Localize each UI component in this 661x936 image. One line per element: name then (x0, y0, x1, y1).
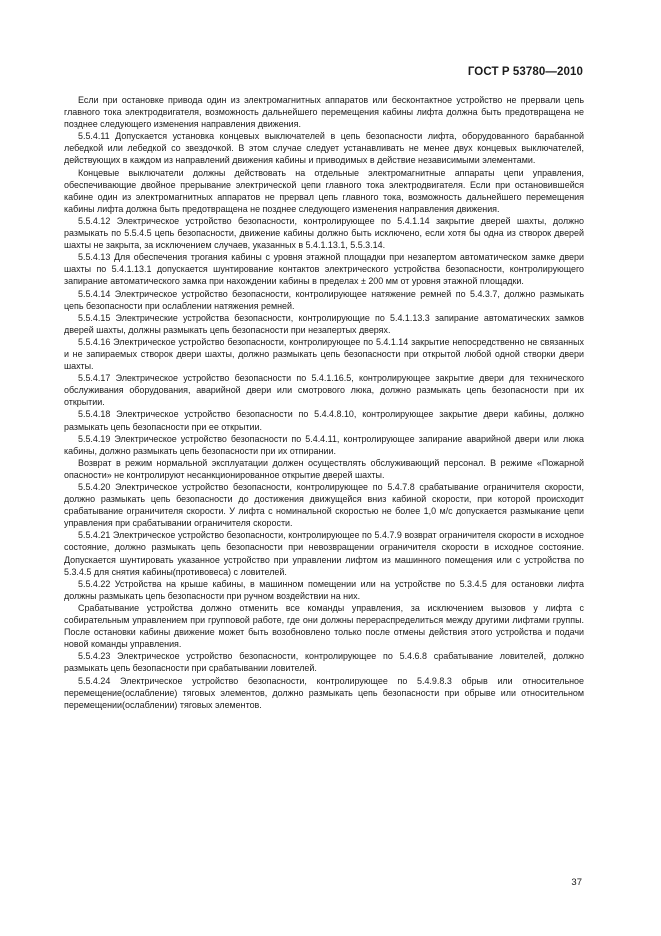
paragraph: 5.5.4.23 Электрическое устройство безопасности, контролирующее по 5.4.6.8 срабатывание ловителей, должно размыкать цепь безопасности при срабатывании ловителей. (64, 651, 584, 674)
paragraph: 5.5.4.15 Электрические устройства безопасности, контролирующие по 5.4.1.13.3 запирание автоматических замков дверей шахты, должны размыкать цепь безопасности при незапертых дверях. (64, 312, 584, 335)
paragraph: 5.5.4.16 Электрическое устройство безопасности, контролирующее по 5.4.1.14 закрытие непосредственно не связанных и не запираемых створок двери шахты, должно размыкать цепь безопасности при открытой любой одной створки двери шахты. (64, 336, 584, 372)
standard-designation: ГОСТ Р 53780—2010 (467, 66, 583, 78)
paragraph: 5.5.4.12 Электрическое устройство безопасности, контролирующее по 5.4.1.14 закрытие дверей шахты, должно размыкать по 5.5.4.5 цепь безопасности, движение кабины должно быть исключено, если хотя бы одна из створок дверей шахты не закрыта, за исключением случаев, указанных в 5.4.1.13.1, 5.5.3.14. (64, 215, 584, 251)
document-body (64, 94, 584, 711)
paragraph: 5.5.4.17 Электрическое устройство безопасности по 5.4.1.16.5, контролирующее закрытие двери для технического обслуживания оборудования, аварийной двери или смотрового люка, должно размыкать цепь безопасности при их открытии. (64, 373, 584, 408)
page-number: 37 (571, 877, 582, 888)
paragraph: Возврат в режим нормальной эксплуатации должен осуществлять обслуживающий персонал. В режиме «Пожарной опасности» не контролируют несанкционированное открытие дверей шахты. (64, 457, 584, 480)
paragraph: 5.5.4.18 Электрическое устройство безопасности по 5.4.4.8.10, контролирующее закрытие двери кабины, должно размыкать цепь безопасности при ее открытии. (64, 409, 584, 432)
paragraph: 5.5.4.11 Допускается установка концевых выключателей в цепь безопасности лифта, оборудованного барабанной лебедкой или лебедкой со звездочкой. В этом случае следует устанавливать не менее двух концевых выключателей, действующих в каждом из направлений движения кабины и приводимых в действие независимыми элементами. (64, 131, 584, 166)
paragraph: 5.5.4.20 Электрическое устройство безопасности, контролирующее по 5.4.7.8 срабатывание ограничителя скорости, должно размыкать цепь безопасности до достижения движущейся вниз кабиной скорости, при которой происходит срабатывание ограничителя скорости. У лифта с номинальной скоростью не более 1,0 м/с допускается размыкание цепи управления при срабатывании ограничителя скорости. (64, 482, 584, 529)
paragraph: 5.5.4.22 Устройства на крыше кабины, в машинном помещении или на устройстве по 5.3.4.5 для остановки лифта должны размыкать цепь безопасности при ручном воздействии на них. (64, 578, 584, 601)
paragraph: Концевые выключатели должны действовать на отдельные электромагнитные аппараты цепи управления, обеспечивающие двойное прерывание электрической цепи главного тока электродвигателя. Если при остановившейся кабине один из электромагнитных аппаратов не прервал цепь главного тока, возможность дальнейшего перемещения кабины лифта должна быть предотвращена не позднее следующего изменения направления движения. (64, 167, 584, 214)
paragraph: 5.5.4.19 Электрическое устройство безопасности по 5.4.4.11, контролирующее запирание аварийной двери или люка кабины, должно размыкать цепь безопасности при их отпирании. (64, 433, 584, 456)
paragraph: 5.5.4.24 Электрическое устройство безопасности, контролирующее по 5.4.9.8.3 обрыв или относительное перемещение(ослабление) тяговых элементов, должно размыкать цепь безопасности при обрыве или относительном перемещении(ослаблении) тяговых элементов. (64, 675, 584, 710)
paragraph: Срабатывание устройства должно отменить все команды управления, за исключением вызовов у лифта с собирательным управлением при групповой работе, где они должны перераспределиться между другими лифтами группы. После остановки кабины движение может быть возобновлено только после отмены действия этого устройства и подачи новой команды управления. (64, 602, 584, 650)
paragraph: 5.5.4.21 Электрическое устройство безопасности, контролирующее по 5.4.7.9 возврат ограничителя скорости в исходное состояние, должно размыкать цепь безопасности при невозвращении ограничителя скорости в исходное состояние. Допускается шунтировать указанное устройство при управлении лифтом из машинного помещения или с устройства по 5.3.4.5 для снятия кабины(противовеса) с ловителей. (64, 530, 584, 577)
paragraph: 5.5.4.14 Электрическое устройство безопасности, контролирующее натяжение ремней по 5.4.3.7, должно размыкать цепь безопасности при ослаблении натяжения ремней. (64, 288, 584, 311)
paragraph: Если при остановке привода один из электромагнитных аппаратов или бесконтактное устройство не прервали цепь главного тока электродвигателя, возможность дальнейшего перемещения кабины лифта должна быть предотвращена не позднее следующего изменения направления движения. (64, 95, 584, 130)
paragraph: 5.5.4.13 Для обеспечения трогания кабины с уровня этажной площадки при незапертом автоматическом замке двери шахты по 5.4.1.13.1 допускается шунтирование контактов электрического устройства безопасности, контролирующего запирание автоматического замка при нахождении кабины в пределах ± 200 мм от уровня этажной площадки. (64, 252, 584, 287)
